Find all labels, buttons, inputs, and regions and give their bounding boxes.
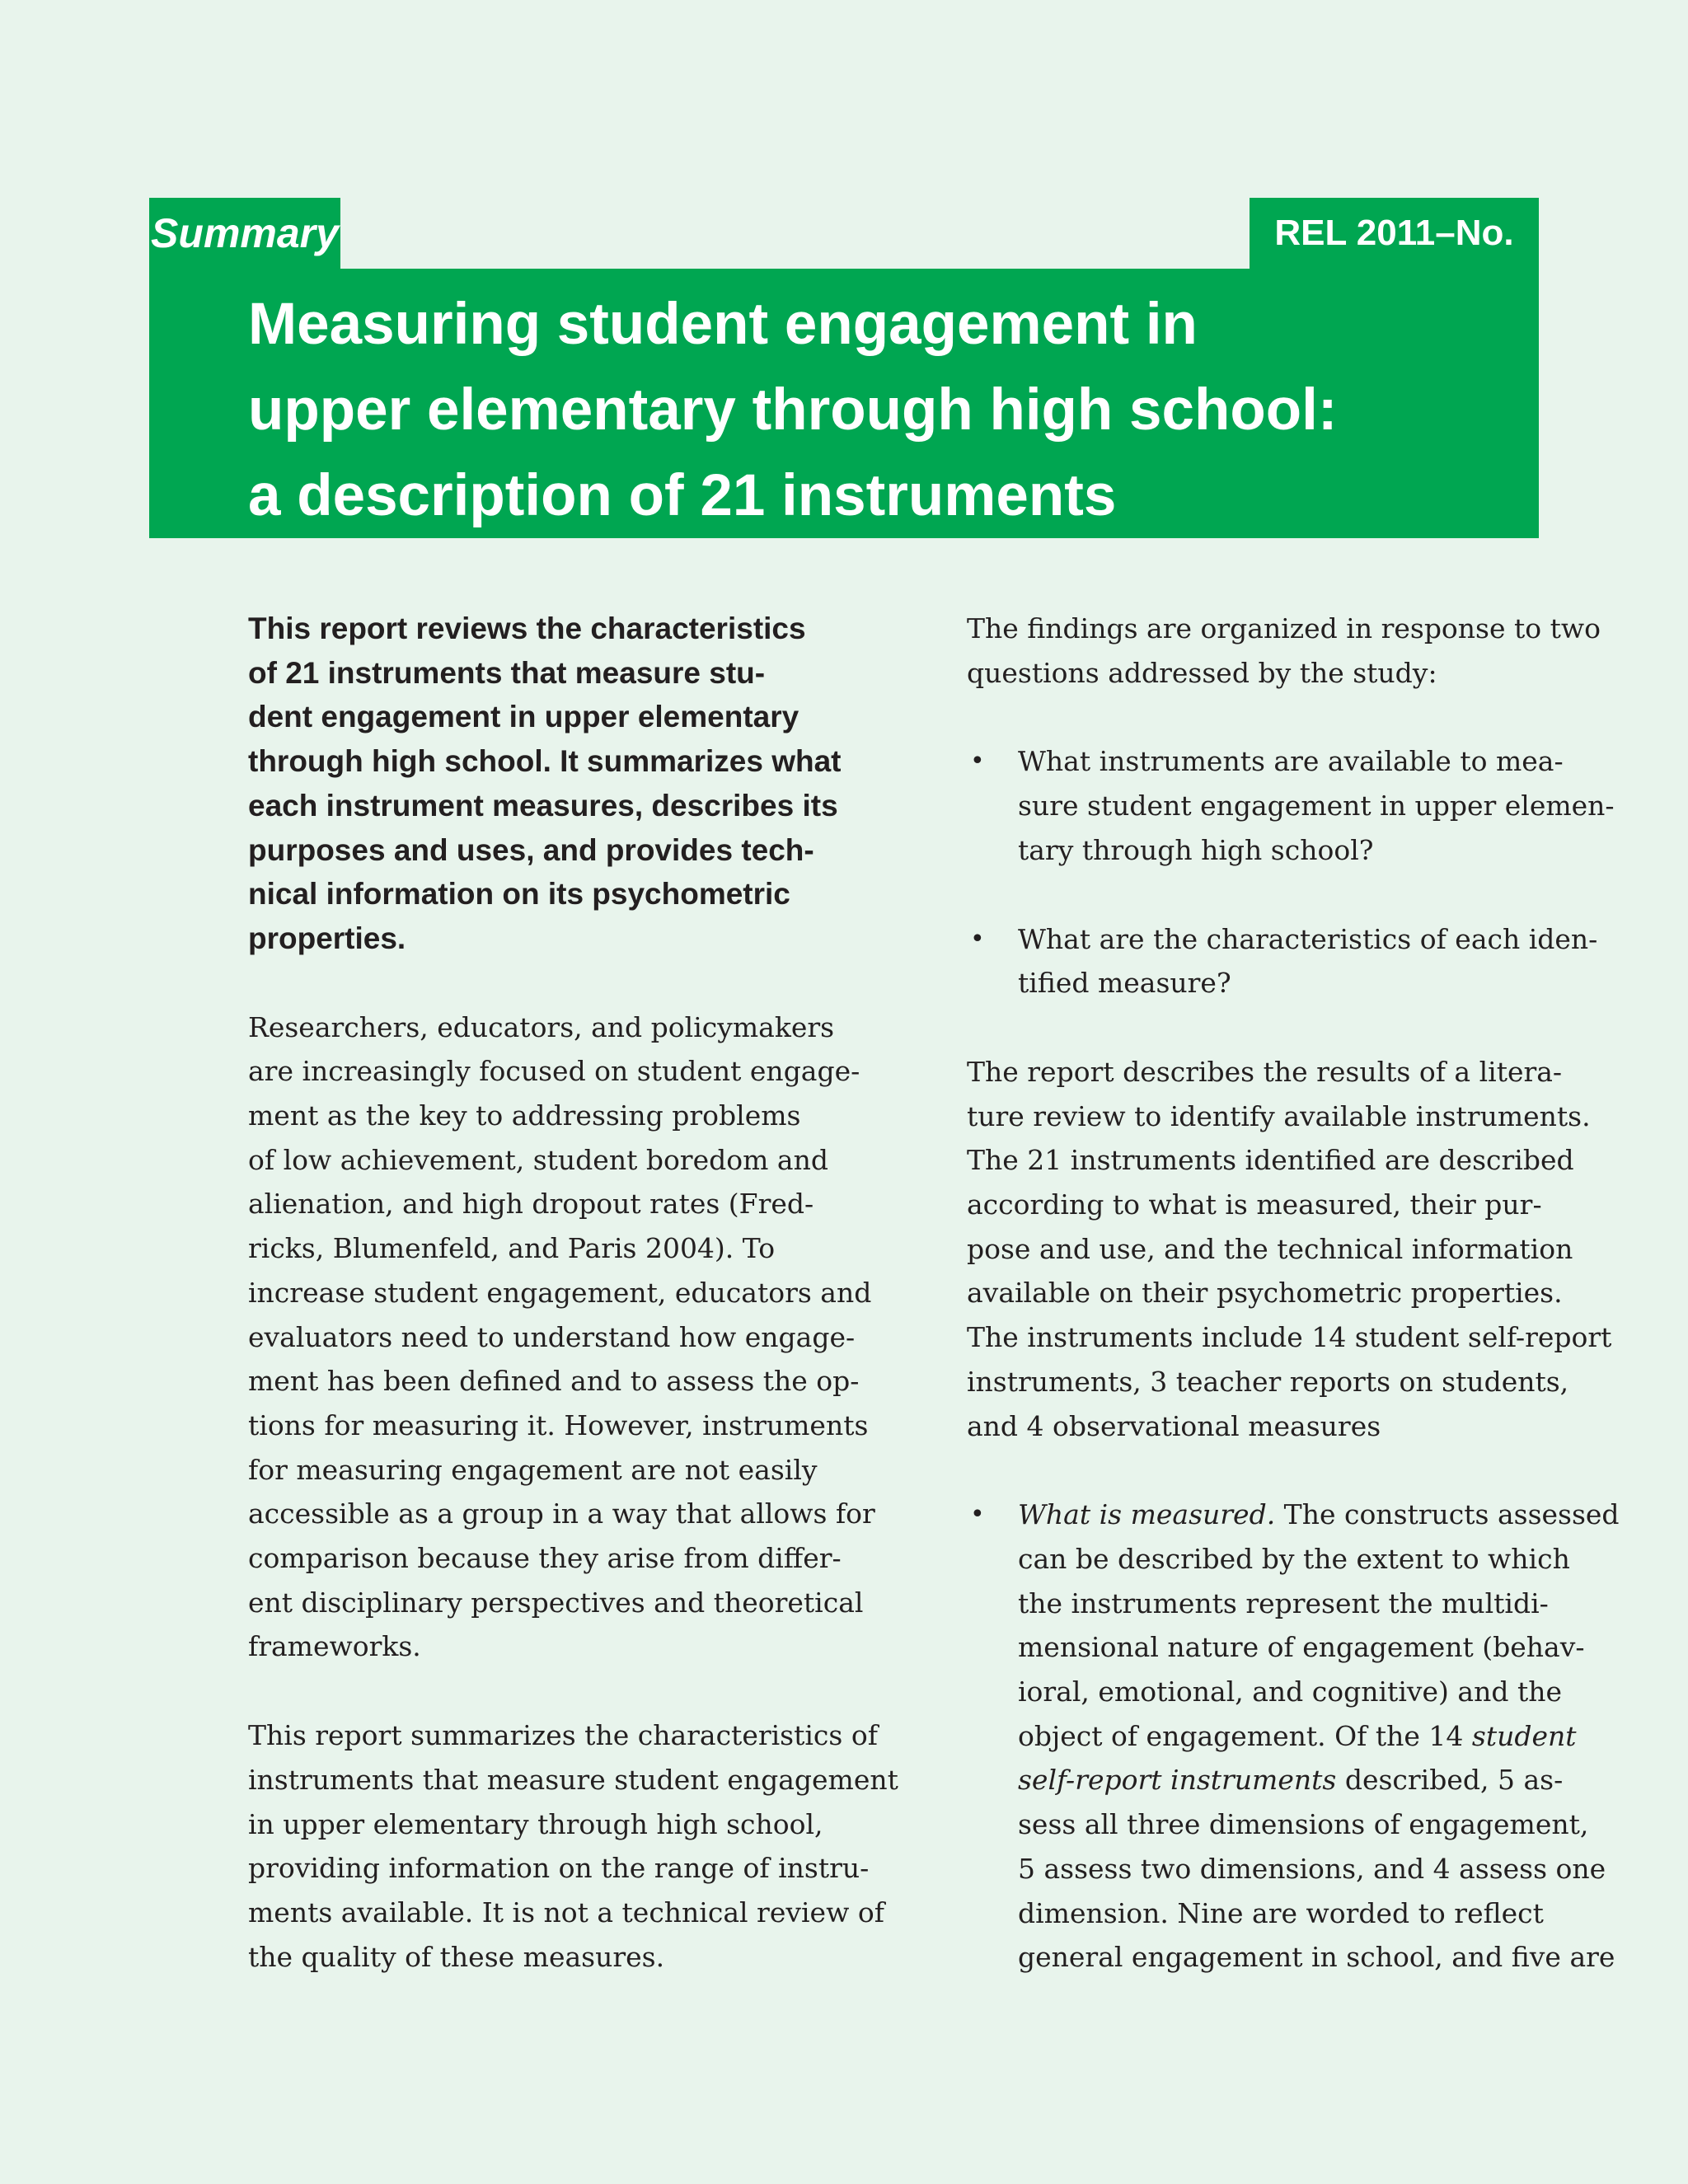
text-line: ments available. It is not a technical review of bbox=[248, 1896, 884, 1929]
inline-text: described, 5 as- bbox=[1336, 1764, 1564, 1797]
text-line: The findings are organized in response to two bbox=[967, 612, 1601, 644]
text-line: evaluators need to understand how engage- bbox=[248, 1320, 856, 1353]
report-number-tag: REL 2011–No. bbox=[1250, 198, 1539, 269]
left-column bbox=[248, 607, 898, 2023]
text-line: through high school. It summarizes what bbox=[248, 744, 842, 779]
text-line: sess all three dimensions of engagement, bbox=[1018, 1808, 1589, 1841]
findings-list bbox=[967, 1493, 1620, 1980]
text-line: This report summarizes the characteristics of bbox=[248, 1719, 878, 1752]
text-line: 5 assess two dimensions, and 4 assess one bbox=[1018, 1852, 1606, 1885]
text-line: dimension. Nine are worded to reflect bbox=[1018, 1896, 1544, 1929]
text-line: purposes and uses, and provides tech- bbox=[248, 832, 814, 867]
text-line: dent engagement in upper elementary bbox=[248, 700, 799, 734]
text-line bbox=[1018, 1758, 1564, 1802]
body-paragraph bbox=[967, 607, 1601, 695]
title-line: Measuring student engagement in bbox=[248, 292, 1198, 357]
text-line: ture review to identify available instruments. bbox=[967, 1099, 1591, 1132]
text-line: accessible as a group in a way that allows for bbox=[248, 1497, 875, 1530]
text-line: according to what is measured, their pur- bbox=[967, 1188, 1542, 1221]
list-item bbox=[967, 917, 1598, 1005]
text-line: ricks, Blumenfeld, and Paris 2004). To bbox=[248, 1232, 776, 1265]
right-column bbox=[967, 607, 1620, 2024]
text-line: in upper elementary through high school, bbox=[248, 1807, 823, 1840]
text-line: for measuring engagement are not easily bbox=[248, 1453, 818, 1486]
text-line: mensional nature of engagement (behav- bbox=[1018, 1631, 1585, 1664]
text-line: increase student engagement, educators and bbox=[248, 1276, 872, 1309]
text-line: This report reviews the characteristics bbox=[248, 612, 806, 645]
text-line: ment as the key to addressing problems bbox=[248, 1099, 801, 1132]
text-line: of low achievement, student boredom and bbox=[248, 1143, 828, 1176]
text-line: of 21 instruments that measure stu- bbox=[248, 655, 766, 690]
text-line: frameworks. bbox=[248, 1630, 421, 1663]
text-line: can be described by the extent to which bbox=[1018, 1542, 1570, 1575]
lead-paragraph bbox=[248, 607, 842, 961]
text-line: available on their psychometric properties. bbox=[967, 1277, 1563, 1310]
text-line: nical information on its psychometric bbox=[248, 877, 790, 912]
body-paragraph bbox=[248, 1713, 898, 1979]
text-line: sure student engagement in upper elemen- bbox=[1018, 790, 1615, 823]
text-line bbox=[1018, 1493, 1620, 1537]
text-line: alienation, and high dropout rates (Fred- bbox=[248, 1188, 814, 1221]
emphasis-text: self-report instruments bbox=[1018, 1764, 1337, 1797]
text-line: • What instruments are available to mea- bbox=[1018, 745, 1564, 778]
text-line: and 4 observational measures bbox=[967, 1409, 1381, 1442]
text-line: properties. bbox=[248, 921, 406, 955]
body-paragraph bbox=[248, 1005, 875, 1670]
list-item bbox=[967, 739, 1615, 872]
text-line: general engagement in school, and five are bbox=[1018, 1941, 1615, 1974]
text-line: instruments, 3 teacher reports on students, bbox=[967, 1365, 1569, 1398]
body-paragraph bbox=[967, 1050, 1612, 1448]
text-line: ent disciplinary perspectives and theoretical bbox=[248, 1586, 864, 1619]
list-item bbox=[967, 1493, 1620, 1980]
text-line: pose and use, and the technical information bbox=[967, 1232, 1573, 1265]
inline-text: The constructs assessed bbox=[1275, 1498, 1620, 1531]
text-line: each instrument measures, describes its bbox=[248, 788, 838, 823]
text-line: the instruments represent the multidi- bbox=[1018, 1586, 1549, 1619]
text-line: The instruments include 14 student self-report bbox=[967, 1321, 1612, 1354]
emphasis-text: What is measured. bbox=[1018, 1498, 1276, 1531]
text-line: the quality of these measures. bbox=[248, 1940, 665, 1973]
text-line: ment has been defined and to assess the op- bbox=[248, 1365, 860, 1398]
title-line: a description of 21 instruments bbox=[248, 463, 1117, 528]
text-line: The report describes the results of a litera- bbox=[967, 1055, 1563, 1088]
text-line: questions addressed by the study: bbox=[967, 656, 1437, 689]
text-line: providing information on the range of instru- bbox=[248, 1852, 870, 1885]
text-line: ioral, emotional, and cognitive) and the bbox=[1018, 1675, 1562, 1708]
summary-tag: Summary bbox=[149, 198, 340, 269]
title-line: upper elementary through high school: bbox=[248, 377, 1338, 443]
page-title bbox=[248, 282, 1517, 539]
text-line bbox=[1018, 1714, 1577, 1759]
text-line: tary through high school? bbox=[1018, 833, 1374, 866]
text-line: tified measure? bbox=[1018, 967, 1231, 1000]
inline-text: object of engagement. Of the 14 bbox=[1018, 1719, 1472, 1752]
questions-list bbox=[967, 739, 1615, 1005]
text-line: comparison because they arise from differ- bbox=[248, 1542, 842, 1575]
text-line: The 21 instruments identified are described bbox=[967, 1144, 1574, 1177]
text-line: Researchers, educators, and policymakers bbox=[248, 1010, 835, 1043]
text-line: are increasingly focused on student engage- bbox=[248, 1055, 860, 1088]
text-line: tions for measuring it. However, instruments bbox=[248, 1408, 869, 1441]
text-line: instruments that measure student engagement bbox=[248, 1763, 898, 1796]
emphasis-text: student bbox=[1471, 1719, 1577, 1752]
text-line: • What are the characteristics of each iden- bbox=[1018, 922, 1598, 955]
